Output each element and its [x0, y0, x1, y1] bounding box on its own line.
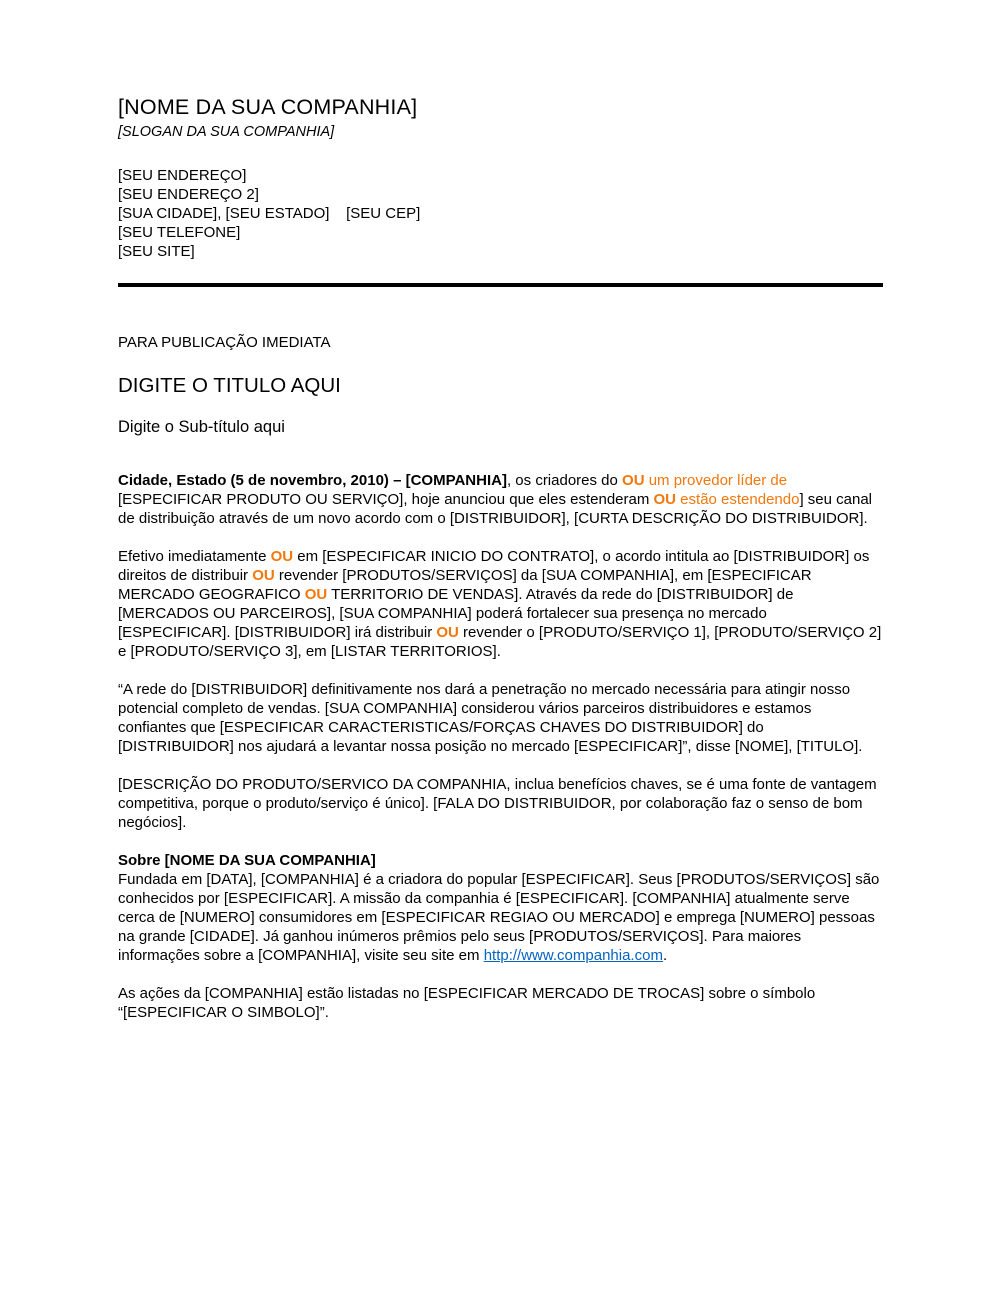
paragraph	[118, 870, 883, 965]
address-line-city-state-zip: [SUA CIDADE], [SEU ESTADO] [SEU CEP]	[118, 205, 421, 222]
text-segment: revender [PRODUTOS/SERVIÇOS] da [SUA COMPANHIA], em [ESPECIFICAR MERCADO GEOGRAFICO	[118, 567, 812, 603]
paragraph	[118, 775, 883, 832]
text-segment: revender o [PRODUTO/SERVIÇO 1], [PRODUTO/SERVIÇO 2] e [PRODUTO/SERVIÇO 3], em [LISTAR TERRITORIOS].	[118, 624, 882, 660]
address-line-street2: [SEU ENDEREÇO 2]	[118, 186, 259, 203]
text-segment: OU	[622, 472, 645, 489]
press-release-content	[118, 333, 883, 1022]
release-label: PARA PUBLICAÇÃO IMEDIATA	[118, 334, 331, 351]
website-link[interactable]: http://www.companhia.com	[483, 947, 663, 964]
letterhead	[118, 94, 883, 287]
text-segment: [DESCRIÇÃO DO PRODUTO/SERVICO DA COMPANHIA, inclua benefícios chaves, se é uma fonte de vantagem competitiva, porque o produto/serviço é único]. [FALA DO DISTRIBUIDOR, por colaboração faz o senso de bom negócios].	[118, 776, 877, 831]
address-line-website: [SEU SITE]	[118, 243, 195, 260]
text-segment: .	[662, 947, 668, 964]
text-segment: ] seu canal de distribuição através de um novo acordo com o [DISTRIBUIDOR], [CURTA DESCRIÇÃO DO DISTRIBUIDOR].	[118, 491, 872, 527]
text-segment: estão estendendo	[676, 491, 800, 508]
text-segment: um provedor líder de	[644, 472, 788, 489]
address-line-phone: [SEU TELEFONE]	[118, 224, 241, 241]
press-title: DIGITE O TITULO AQUI	[118, 374, 341, 397]
text-segment: “A rede do [DISTRIBUIDOR] definitivamente nos dará a penetração no mercado necessária para atingir nosso potencial completo de vendas. [SUA COMPANHIA] considerou vários parceiros distribuidores e estamos confiantes que [ESPECIFICAR CARACTERISTICAS/FORÇAS CHAVES DO DISTRIBUIDOR] do [DISTRIBUIDOR] nos ajudará a levantar nossa posição no mercado [ESPECIFICAR]”, disse [NOME], [TITULO].	[118, 681, 863, 755]
paragraph	[118, 547, 883, 661]
text-segment: Sobre [NOME DA SUA COMPANHIA]	[118, 852, 376, 869]
address-block	[118, 166, 883, 261]
text-segment: [ESPECIFICAR PRODUTO OU SERVIÇO], hoje anunciou que eles estenderam	[118, 491, 654, 508]
text-segment: em [ESPECIFICAR INICIO DO CONTRATO], o acordo intitula ao [DISTRIBUIDOR] os direitos de distribuir	[118, 548, 870, 584]
text-segment: TERRITORIO DE VENDAS]. Através da rede do [DISTRIBUIDOR] de [MERCADOS OU PARCEIROS], [SUA COMPANHIA] poderá fortalecer sua presença no mercado [ESPECIFICAR]. [DISTRIBUIDOR] irá distribuir	[118, 586, 794, 641]
text-segment: Efetivo imediatamente	[118, 548, 271, 565]
text-segment: OU	[653, 491, 677, 508]
paragraph	[118, 680, 883, 756]
document-body	[118, 471, 883, 1022]
company-name: [NOME DA SUA COMPANHIA]	[118, 95, 418, 119]
text-segment: As ações da [COMPANHIA] estão listadas no [ESPECIFICAR MERCADO DE TROCAS] sobre o símbolo “[ESPECIFICAR O SIMBOLO]”.	[118, 985, 816, 1021]
text-segment: , os criadores do	[506, 472, 623, 489]
section-heading	[118, 851, 883, 870]
press-subtitle: Digite o Sub-título aqui	[118, 418, 285, 436]
text-segment: OU	[304, 586, 328, 603]
text-segment: Fundada em [DATA], [COMPANHIA] é a criadora do popular [ESPECIFICAR]. Seus [PRODUTOS/SERVIÇOS] são conhecidos por [ESPECIFICAR]. A missão da companhia é [ESPECIFICAR]. [COMPANHIA] atualmente serve cerca de [NUMERO] consumidores em [ESPECIFICAR REGIAO OU MERCADO] e emprega [NUMERO] pessoas na grande [CIDADE]. Já ganhou inúmeros prêmios pelo seus [PRODUTOS/SERVIÇOS]. Para maiores informações sobre a [COMPANHIA], visite seu site em	[118, 871, 880, 964]
text-segment: OU	[252, 567, 275, 584]
text-segment: Cidade, Estado (5 de novembro, 2010) – [COMPANHIA]	[118, 472, 507, 489]
company-slogan: [SLOGAN DA SUA COMPANHIA]	[118, 124, 335, 140]
paragraph	[118, 471, 883, 528]
paragraph	[118, 984, 883, 1022]
divider-rule	[118, 283, 883, 287]
text-segment: OU	[436, 624, 459, 641]
address-line-street: [SEU ENDEREÇO]	[118, 167, 247, 184]
text-segment: OU	[270, 548, 294, 565]
